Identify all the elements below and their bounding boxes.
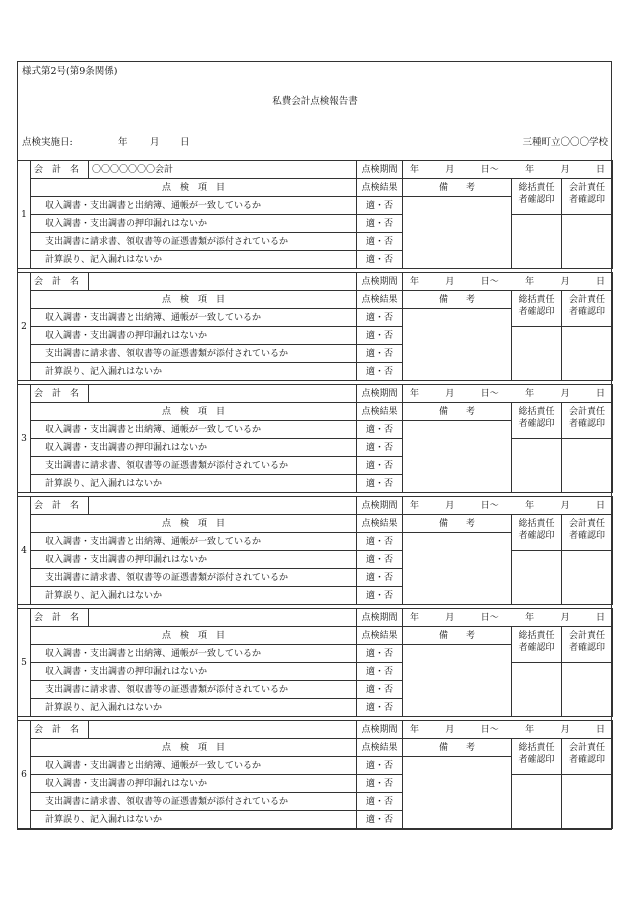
period-field[interactable] — [403, 609, 613, 627]
check-result[interactable]: 適・否 — [357, 233, 403, 251]
account-name-field[interactable] — [89, 497, 357, 515]
account-name-label: 会 計 名 — [31, 385, 89, 403]
check-item: 計算誤り、記入漏れはないか — [31, 811, 357, 829]
period-start-year: 年 — [410, 724, 420, 735]
check-item: 収入調書・支出調書の押印漏れはないか — [31, 663, 357, 681]
period-label: 点検期間 — [357, 497, 403, 515]
check-item: 収入調書・支出調書の押印漏れはないか — [31, 215, 357, 233]
remarks-field[interactable] — [403, 645, 512, 717]
check-result[interactable]: 適・否 — [357, 663, 403, 681]
period-start-month: 月 — [445, 612, 455, 623]
check-result[interactable]: 適・否 — [357, 775, 403, 793]
block-number: 6 — [18, 721, 31, 829]
check-result[interactable]: 適・否 — [357, 215, 403, 233]
period-start-month: 月 — [445, 388, 455, 399]
period-end-month: 月 — [560, 388, 570, 399]
remarks-header: 備 考 — [403, 403, 512, 421]
account-name-field[interactable] — [89, 273, 357, 291]
check-result[interactable]: 適・否 — [357, 551, 403, 569]
chief-seal-area[interactable] — [512, 551, 562, 605]
period-start-day: 日〜 — [480, 276, 499, 287]
inspection-date-year: 年 — [118, 137, 128, 148]
period-start-month: 月 — [445, 724, 455, 735]
remarks-field[interactable] — [403, 309, 512, 381]
check-item: 計算誤り、記入漏れはないか — [31, 363, 357, 381]
period-field[interactable] — [403, 385, 613, 403]
inspection-block — [17, 720, 613, 829]
chief-seal-box[interactable]: 総括責任者確認印 — [512, 403, 562, 439]
block-number: 1 — [18, 161, 31, 269]
check-item: 支出調書に請求書、領収書等の証憑書類が添付されているか — [31, 345, 357, 363]
period-start-month: 月 — [445, 500, 455, 511]
check-item: 計算誤り、記入漏れはないか — [31, 251, 357, 269]
period-label: 点検期間 — [357, 385, 403, 403]
period-start-day: 日〜 — [480, 612, 499, 623]
check-result[interactable]: 適・否 — [357, 197, 403, 215]
accounting-seal-area[interactable] — [562, 775, 613, 829]
check-item: 収入調書・支出調書と出納簿、通帳が一致しているか — [31, 197, 357, 215]
accounting-seal-area[interactable] — [562, 663, 613, 717]
period-end-day: 日 — [595, 388, 605, 399]
check-result[interactable]: 適・否 — [357, 569, 403, 587]
items-header: 点 検 項 目 — [31, 627, 357, 645]
check-item: 計算誤り、記入漏れはないか — [31, 699, 357, 717]
check-item: 支出調書に請求書、領収書等の証憑書類が添付されているか — [31, 681, 357, 699]
period-end-year: 年 — [525, 388, 535, 399]
check-result[interactable]: 適・否 — [357, 699, 403, 717]
chief-seal-area[interactable] — [512, 327, 562, 381]
accounting-seal-box[interactable]: 会計責任者確認印 — [562, 403, 613, 439]
items-header: 点 検 項 目 — [31, 515, 357, 533]
block-number: 3 — [18, 385, 31, 493]
period-start-year: 年 — [410, 500, 420, 511]
period-field[interactable] — [403, 497, 613, 515]
check-item: 計算誤り、記入漏れはないか — [31, 475, 357, 493]
accounting-seal-box[interactable]: 会計責任者確認印 — [562, 739, 613, 775]
period-start-month: 月 — [445, 164, 455, 175]
check-result[interactable]: 適・否 — [357, 327, 403, 345]
account-name-label: 会 計 名 — [31, 721, 89, 739]
period-end-day: 日 — [595, 500, 605, 511]
check-item: 支出調書に請求書、領収書等の証憑書類が添付されているか — [31, 457, 357, 475]
check-result[interactable]: 適・否 — [357, 811, 403, 829]
remarks-header: 備 考 — [403, 627, 512, 645]
account-name-field[interactable] — [89, 721, 357, 739]
period-start-year: 年 — [410, 388, 420, 399]
check-result[interactable]: 適・否 — [357, 457, 403, 475]
inspection-block — [17, 160, 613, 269]
remarks-header: 備 考 — [403, 179, 512, 197]
chief-seal-box[interactable]: 総括責任者確認印 — [512, 291, 562, 327]
account-name-label: 会 計 名 — [31, 273, 89, 291]
result-header: 点検結果 — [357, 179, 403, 197]
accounting-seal-area[interactable] — [562, 551, 613, 605]
accounting-seal-area[interactable] — [562, 327, 613, 381]
period-start-day: 日〜 — [480, 164, 499, 175]
result-header: 点検結果 — [357, 515, 403, 533]
period-end-day: 日 — [595, 164, 605, 175]
check-item: 計算誤り、記入漏れはないか — [31, 587, 357, 605]
school-name: 三種町立〇〇〇学校 — [522, 137, 608, 148]
check-item: 収入調書・支出調書と出納簿、通帳が一致しているか — [31, 757, 357, 775]
result-header: 点検結果 — [357, 291, 403, 309]
remarks-field[interactable] — [403, 421, 512, 493]
period-start-day: 日〜 — [480, 724, 499, 735]
account-name-field[interactable] — [89, 385, 357, 403]
chief-seal-box[interactable]: 総括責任者確認印 — [512, 515, 562, 551]
period-end-day: 日 — [595, 276, 605, 287]
accounting-seal-box[interactable]: 会計責任者確認印 — [562, 179, 613, 215]
period-start-day: 日〜 — [480, 500, 499, 511]
check-result[interactable]: 適・否 — [357, 363, 403, 381]
check-item: 支出調書に請求書、領収書等の証憑書類が添付されているか — [31, 233, 357, 251]
result-header: 点検結果 — [357, 739, 403, 757]
check-result[interactable]: 適・否 — [357, 475, 403, 493]
remarks-header: 備 考 — [403, 291, 512, 309]
check-item: 支出調書に請求書、領収書等の証憑書類が添付されているか — [31, 569, 357, 587]
period-end-month: 月 — [560, 612, 570, 623]
check-result[interactable]: 適・否 — [357, 681, 403, 699]
check-item: 収入調書・支出調書と出納簿、通帳が一致しているか — [31, 309, 357, 327]
items-header: 点 検 項 目 — [31, 739, 357, 757]
period-start-month: 月 — [445, 276, 455, 287]
chief-seal-area[interactable] — [512, 215, 562, 269]
remarks-header: 備 考 — [403, 515, 512, 533]
period-start-day: 日〜 — [480, 388, 499, 399]
inspection-block — [17, 496, 613, 605]
period-label: 点検期間 — [357, 273, 403, 291]
period-label: 点検期間 — [357, 609, 403, 627]
accounting-seal-box[interactable]: 会計責任者確認印 — [562, 515, 613, 551]
result-header: 点検結果 — [357, 627, 403, 645]
period-field[interactable] — [403, 721, 613, 739]
check-item: 収入調書・支出調書と出納簿、通帳が一致しているか — [31, 645, 357, 663]
remarks-field[interactable] — [403, 197, 512, 269]
accounting-seal-box[interactable]: 会計責任者確認印 — [562, 627, 613, 663]
check-result[interactable]: 適・否 — [357, 645, 403, 663]
inspection-block — [17, 272, 613, 381]
remarks-field[interactable] — [403, 757, 512, 829]
inspection-block — [17, 608, 613, 717]
period-end-year: 年 — [525, 612, 535, 623]
items-header: 点 検 項 目 — [31, 179, 357, 197]
form-number: 様式第2号(第9条関係) — [22, 66, 118, 77]
result-header: 点検結果 — [357, 403, 403, 421]
period-field[interactable] — [403, 161, 613, 179]
inspection-date-month: 月 — [150, 137, 160, 148]
period-end-day: 日 — [595, 612, 605, 623]
accounting-seal-area[interactable] — [562, 215, 613, 269]
check-result[interactable]: 適・否 — [357, 587, 403, 605]
chief-seal-box[interactable]: 総括責任者確認印 — [512, 739, 562, 775]
block-number: 2 — [18, 273, 31, 381]
check-result[interactable]: 適・否 — [357, 757, 403, 775]
period-field[interactable] — [403, 273, 613, 291]
check-item: 収入調書・支出調書の押印漏れはないか — [31, 327, 357, 345]
period-label: 点検期間 — [357, 721, 403, 739]
chief-seal-area[interactable] — [512, 663, 562, 717]
period-end-month: 月 — [560, 500, 570, 511]
period-label: 点検期間 — [357, 161, 403, 179]
items-header: 点 検 項 目 — [31, 403, 357, 421]
remarks-header: 備 考 — [403, 739, 512, 757]
check-item: 収入調書・支出調書の押印漏れはないか — [31, 775, 357, 793]
chief-seal-box[interactable]: 総括責任者確認印 — [512, 179, 562, 215]
inspection-block — [17, 384, 613, 493]
check-item: 収入調書・支出調書の押印漏れはないか — [31, 439, 357, 457]
inspection-date-day: 日 — [180, 137, 190, 148]
period-end-year: 年 — [525, 276, 535, 287]
block-number: 5 — [18, 609, 31, 717]
check-item: 支出調書に請求書、領収書等の証憑書類が添付されているか — [31, 793, 357, 811]
items-header: 点 検 項 目 — [31, 291, 357, 309]
account-name-label: 会 計 名 — [31, 609, 89, 627]
account-name-field[interactable] — [89, 609, 357, 627]
accounting-seal-box[interactable]: 会計責任者確認印 — [562, 291, 613, 327]
period-start-year: 年 — [410, 164, 420, 175]
page-title: 私費会計点検報告書 — [272, 96, 358, 107]
block-number: 4 — [18, 497, 31, 605]
check-result[interactable]: 適・否 — [357, 533, 403, 551]
period-end-year: 年 — [525, 500, 535, 511]
accounting-seal-area[interactable] — [562, 439, 613, 493]
check-item: 収入調書・支出調書の押印漏れはないか — [31, 551, 357, 569]
account-name-label: 会 計 名 — [31, 161, 89, 179]
check-result[interactable]: 適・否 — [357, 309, 403, 327]
inspection-date-label: 点検実施日: — [22, 137, 73, 148]
period-start-year: 年 — [410, 612, 420, 623]
check-result[interactable]: 適・否 — [357, 793, 403, 811]
account-name-field[interactable]: 〇〇〇〇〇〇〇会計 — [89, 161, 357, 179]
period-end-year: 年 — [525, 724, 535, 735]
check-item: 収入調書・支出調書と出納簿、通帳が一致しているか — [31, 421, 357, 439]
chief-seal-area[interactable] — [512, 439, 562, 493]
period-end-month: 月 — [560, 164, 570, 175]
period-end-year: 年 — [525, 164, 535, 175]
account-name-label: 会 計 名 — [31, 497, 89, 515]
period-end-day: 日 — [595, 724, 605, 735]
remarks-field[interactable] — [403, 533, 512, 605]
period-end-month: 月 — [560, 276, 570, 287]
period-start-year: 年 — [410, 276, 420, 287]
check-result[interactable]: 適・否 — [357, 345, 403, 363]
check-result[interactable]: 適・否 — [357, 251, 403, 269]
check-result[interactable]: 適・否 — [357, 421, 403, 439]
check-item: 収入調書・支出調書と出納簿、通帳が一致しているか — [31, 533, 357, 551]
chief-seal-area[interactable] — [512, 775, 562, 829]
chief-seal-box[interactable]: 総括責任者確認印 — [512, 627, 562, 663]
period-end-month: 月 — [560, 724, 570, 735]
check-result[interactable]: 適・否 — [357, 439, 403, 457]
